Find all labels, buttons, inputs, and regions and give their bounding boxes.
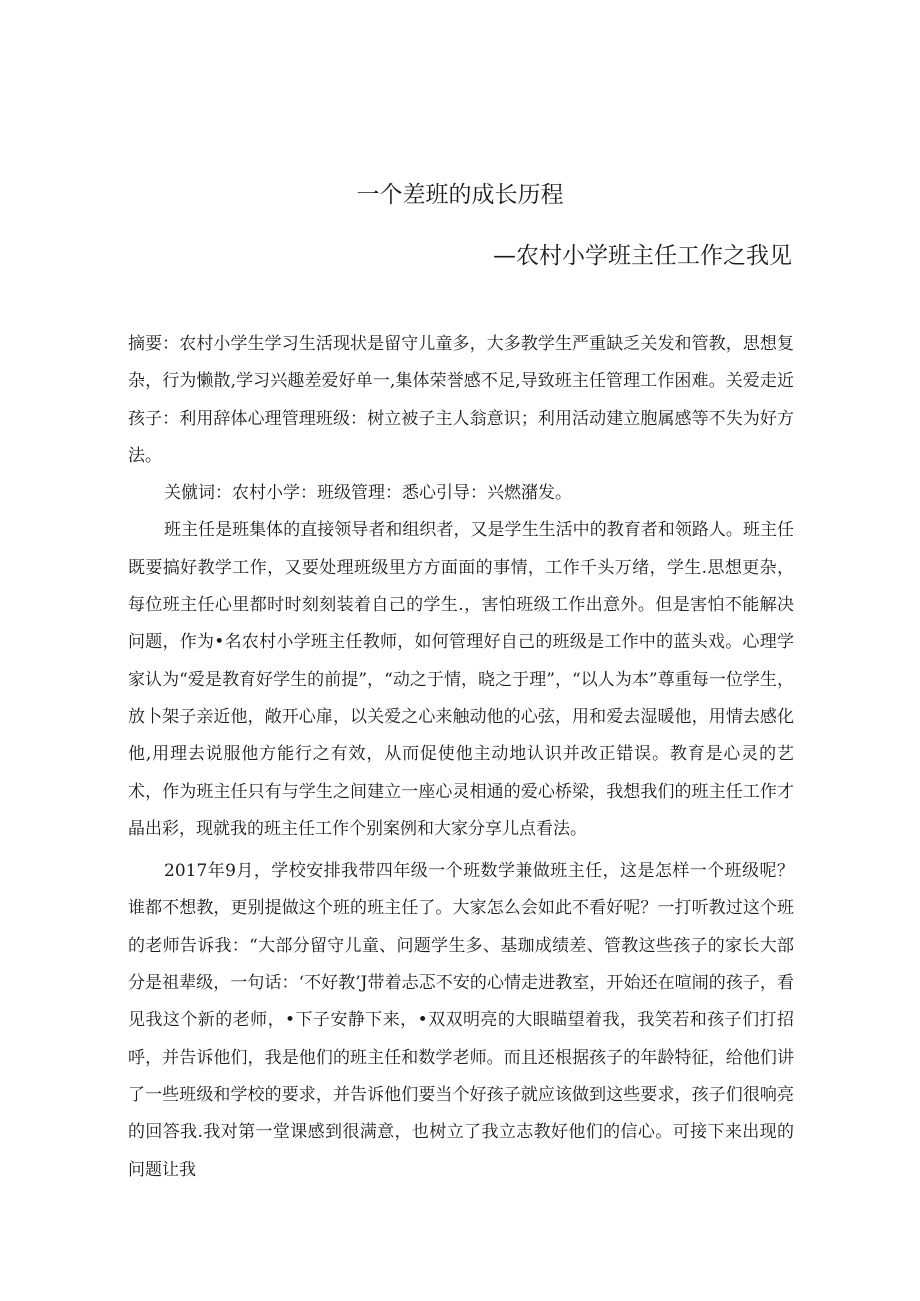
document-title: 一个差班的成长历程	[356, 182, 564, 208]
document-subtitle: —农村小学班主任工作之我见	[493, 243, 792, 269]
keywords-paragraph: 关僦词：农村小学：班级管理：悉心引导：兴燃潴发。	[164, 483, 572, 504]
body-paragraph-2: 2017年9月，学校安排我带四年级一个班数学兼做班主任，这是怎样一个班级呢？谁都不想教，更别提做这个班的班主任了。大家怎么会如此不看好呢？一打听教过这个班的老师告诉我：“大部分留守儿童、问题学生多、基珈成绩差、管教这些孩子的家长大部分是祖辈级，一句话：‘不好教’J带着忐忑不安的心情走进教室，开始还在喧闹的孩子，看见我这个新的老师，•下子安静下来，•双双明亮的大眼瞄望着我，我笑若和孩子们打招呼，并告诉他们，我是他们的班主任和数学老师。而且还根据孩子的年龄特征，给他们讲了一些班级和学校的要求，并告诉他们要当个好孩子就应该做到这些要求，孩子们很响亮的回答我.我对第一堂课感到很满意，也树立了我立志教好他们的信心。可接下来出现的问题让我	[128, 861, 794, 1180]
document-body	[128, 326, 794, 1189]
body-paragraph-1: 班主任是班集体的直接领导者和组织者，又是学生生活中的教育者和领路人。班主任既要搞好教学工作，又要处理班级里方方面面的事情，工作千头万绪，学生.思想更杂，每位班主任心里都时时刻刻装着自己的学生.，害怕班级工作出意外。但是害怕不能解决问题，作为•名农村小学班主任教师，如何管理好自己的班级是工作中的蓝头戏。心理学家认为“爱是教育好学生的前提”，“动之于情，晓之于理”，“以人为本”尊重每一位学生，放卜架子亲近他，敞开心扉，以关爱之心来触动他的心弦，用和爱去湿暖他，用情去感化他,用理去说服他方能行之有效，从而促使他主动地认识并改正错误。教育是心灵的艺术，作为班主任只有与学生之间建立一座心灵相通的爱心桥梁，我想我们的班主任工作才晶出彩，现就我的班主任工作个别案例和大家分享儿点看法。	[128, 520, 794, 839]
abstract-paragraph: 摘要：农村小学生学习生活现状是留守儿童多，大多教学生严重缺乏关发和管教，思想复杂，行为懒散,学习兴趣差爱好单一,集体荣誉感不足,导致班主任管理工作困难。关爱走近孩子：利用辞体心理管理班级：树立被子主人翁意识；利用活动建立胞属感等不失为好方法。	[128, 334, 794, 466]
